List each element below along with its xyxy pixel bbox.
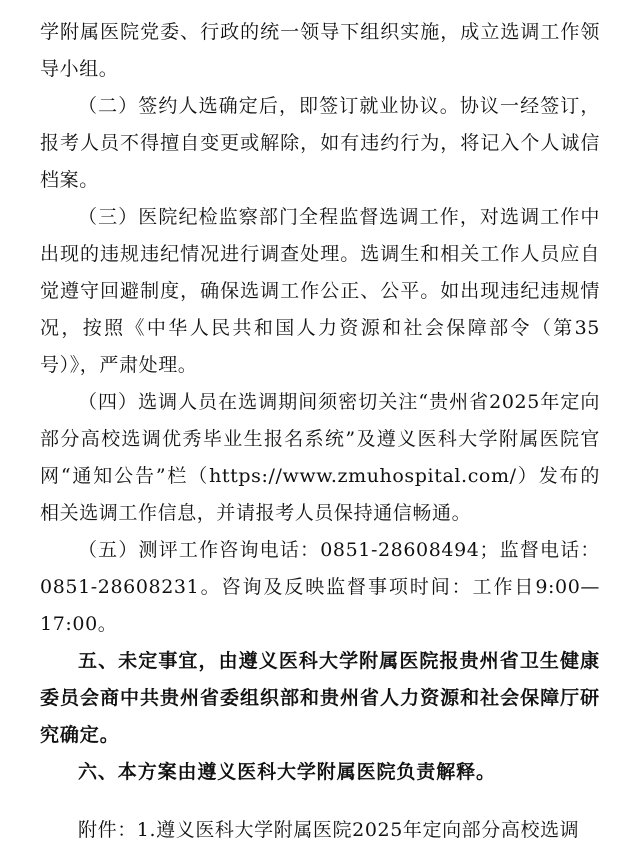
paragraph-item-3-supervision: （三）医院纪检监察部门全程监督选调工作，对选调工作中出现的违规违纪情况进行调查处理。选调生和相关工作人员应自觉遵守回避制度，确保选调工作公正、公平。如出现违纪违规情况，按照《中华人民共和国人力资源和社会保障部令（第35号）》，严肃处理。 xyxy=(40,206,600,376)
paragraph-leadership-continued: 学附属医院党委、行政的统一领导下组织实施，成立选调工作领导小组。 xyxy=(40,21,600,80)
section-5-pending-matters: 五、未定事宜，由遵义医科大学附属医院报贵州省卫生健康委员会商中共贵州省委组织部和贵州省人力资源和社会保障厅研究确定。 xyxy=(40,650,600,746)
paragraph-item-4-notices: （四）选调人员在选调期间须密切关注“贵州省2025年定向部分高校选调优秀毕业生报名系统”及遵义医科大学附属医院官网“通知公告”栏（https://www.zmuhospital.com/）发布的相关选调工作信息，并请报考人员保持通信畅通。 xyxy=(40,391,600,524)
paragraph-item-2-agreement: （二）签约人选确定后，即签订就业协议。协议一经签订，报考人员不得擅自变更或解除，如有违约行为，将记入个人诚信档案。 xyxy=(40,95,600,191)
section-6-interpretation: 六、本方案由遵义医科大学附属医院负责解释。 xyxy=(78,761,496,783)
attachment-line: 附件：1.遵义医科大学附属医院2025年定向部分高校选调 xyxy=(78,819,580,841)
paragraph-item-5-contact: （五）测评工作咨询电话：0851-28608494；监督电话：0851-28608231。咨询及反映监督事项时间：工作日9:00—17:00。 xyxy=(40,539,600,635)
document-page xyxy=(40,14,600,849)
